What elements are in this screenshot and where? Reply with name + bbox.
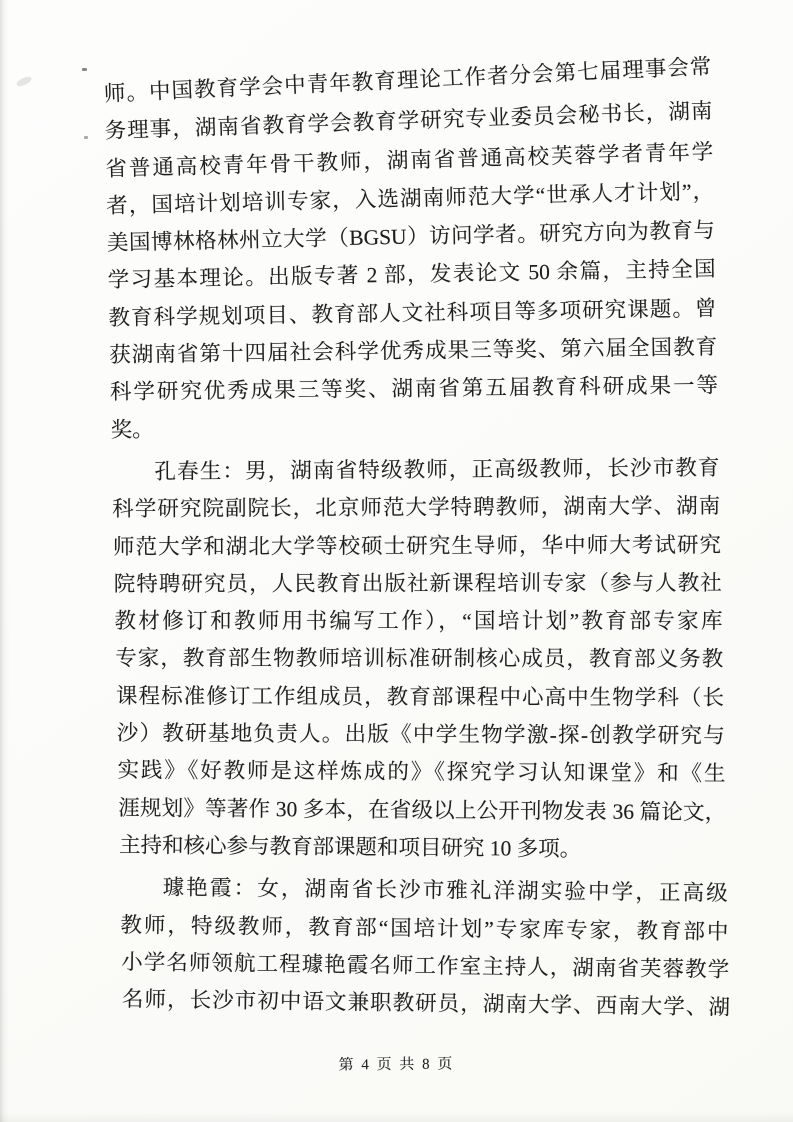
text-line: 务理事，湖南省教育学会教育学研究专业委员会秘书长，湖南 [104, 99, 713, 144]
scan-speck [82, 68, 87, 71]
text-line: 者，国培计划培训专家，入选湖南师范大学“世承人才计划”， [105, 179, 715, 218]
text-line: 教育科学规划项目、教育部人文社科项目等多项研究课题。曾 [108, 296, 717, 330]
scan-speck [84, 136, 88, 139]
paragraph [104, 454, 727, 864]
text-line: 课程标准修订工作组成员，教育部课程中心高中生物学科（长 [115, 683, 725, 710]
text-line: 省普通高校青年骨干教师，湖南省普通高校芙蓉学者青年学 [105, 139, 714, 181]
text-line: 院特聘研究员，人民教育出版社新课程培训专家（参与人教社 [113, 570, 722, 596]
text-line: 美国博林格林州立大学（BGSU）访问学者。研究方向为教育与 [106, 218, 716, 256]
text-line: 教材修订和教师用书编写工作），“国培计划”教育部专家库 [114, 609, 723, 634]
text-line: 师范大学和湖北大学等校硕士研究生导师，华中师大考试研究 [112, 532, 722, 559]
text-line: 主持和核心参与教育部课题和项目研究 10 多项。 [118, 832, 582, 862]
paragraph [104, 869, 731, 1020]
text-line: 教师，特级教师，教育部“国培计划”专家库专家，教育部中 [120, 912, 729, 944]
text-line: 奖。 [110, 417, 154, 442]
text-line: 获湖南省第十四届社会科学优秀成果三等奖、第六届全国教育 [109, 334, 718, 368]
text-line: 专家，教育部生物教师培训标准研制核心成员，教育部义务教 [115, 646, 724, 672]
text-line: 实践》《好教师是这样炼成的》《探究学习认知课堂》和《生 [117, 758, 726, 786]
text-line: 师。中国教育学会中青年教育理论工作者分会第七届理事会常 [103, 54, 712, 106]
page-number-label: 第 4 页 共 8 页 [338, 1056, 455, 1074]
text-line: 学习基本理论。出版专著 2 部，发表论文 50 余篇，主持全国 [107, 257, 716, 293]
text-line: 孔春生：男，湖南省特级教师，正高级教师，长沙市教育 [154, 455, 720, 484]
text-line: 名师，长沙市初中语文兼职教研员，湖南大学、西南大学、湖 [121, 987, 731, 1020]
paragraph [103, 54, 719, 449]
scan-smudge [15, 75, 32, 88]
text-line: 小学名师领航工程璩艳霞名师工作室主持人，湖南省芙蓉教学 [121, 949, 730, 982]
text-line: 璩艳霞：女，湖南省长沙市雅礼洋湖实验中学，正高级 [162, 875, 728, 906]
text-line: 沙）教研基地负责人。出版《中学生物学激-探-创教学研究与 [116, 721, 725, 748]
text-line: 科学研究院副院长，北京师范大学特聘教师，湖南大学、湖南 [112, 494, 721, 522]
text-line: 涯规划》等著作 30 多本，在省级以上公开刊物发表 36 篇论文， [118, 795, 727, 825]
document-text-block [103, 54, 731, 1020]
page-number-footer [0, 1050, 793, 1078]
text-line: 科学研究优秀成果三等奖、湖南省第五届教育科研成果一等 [109, 373, 719, 405]
